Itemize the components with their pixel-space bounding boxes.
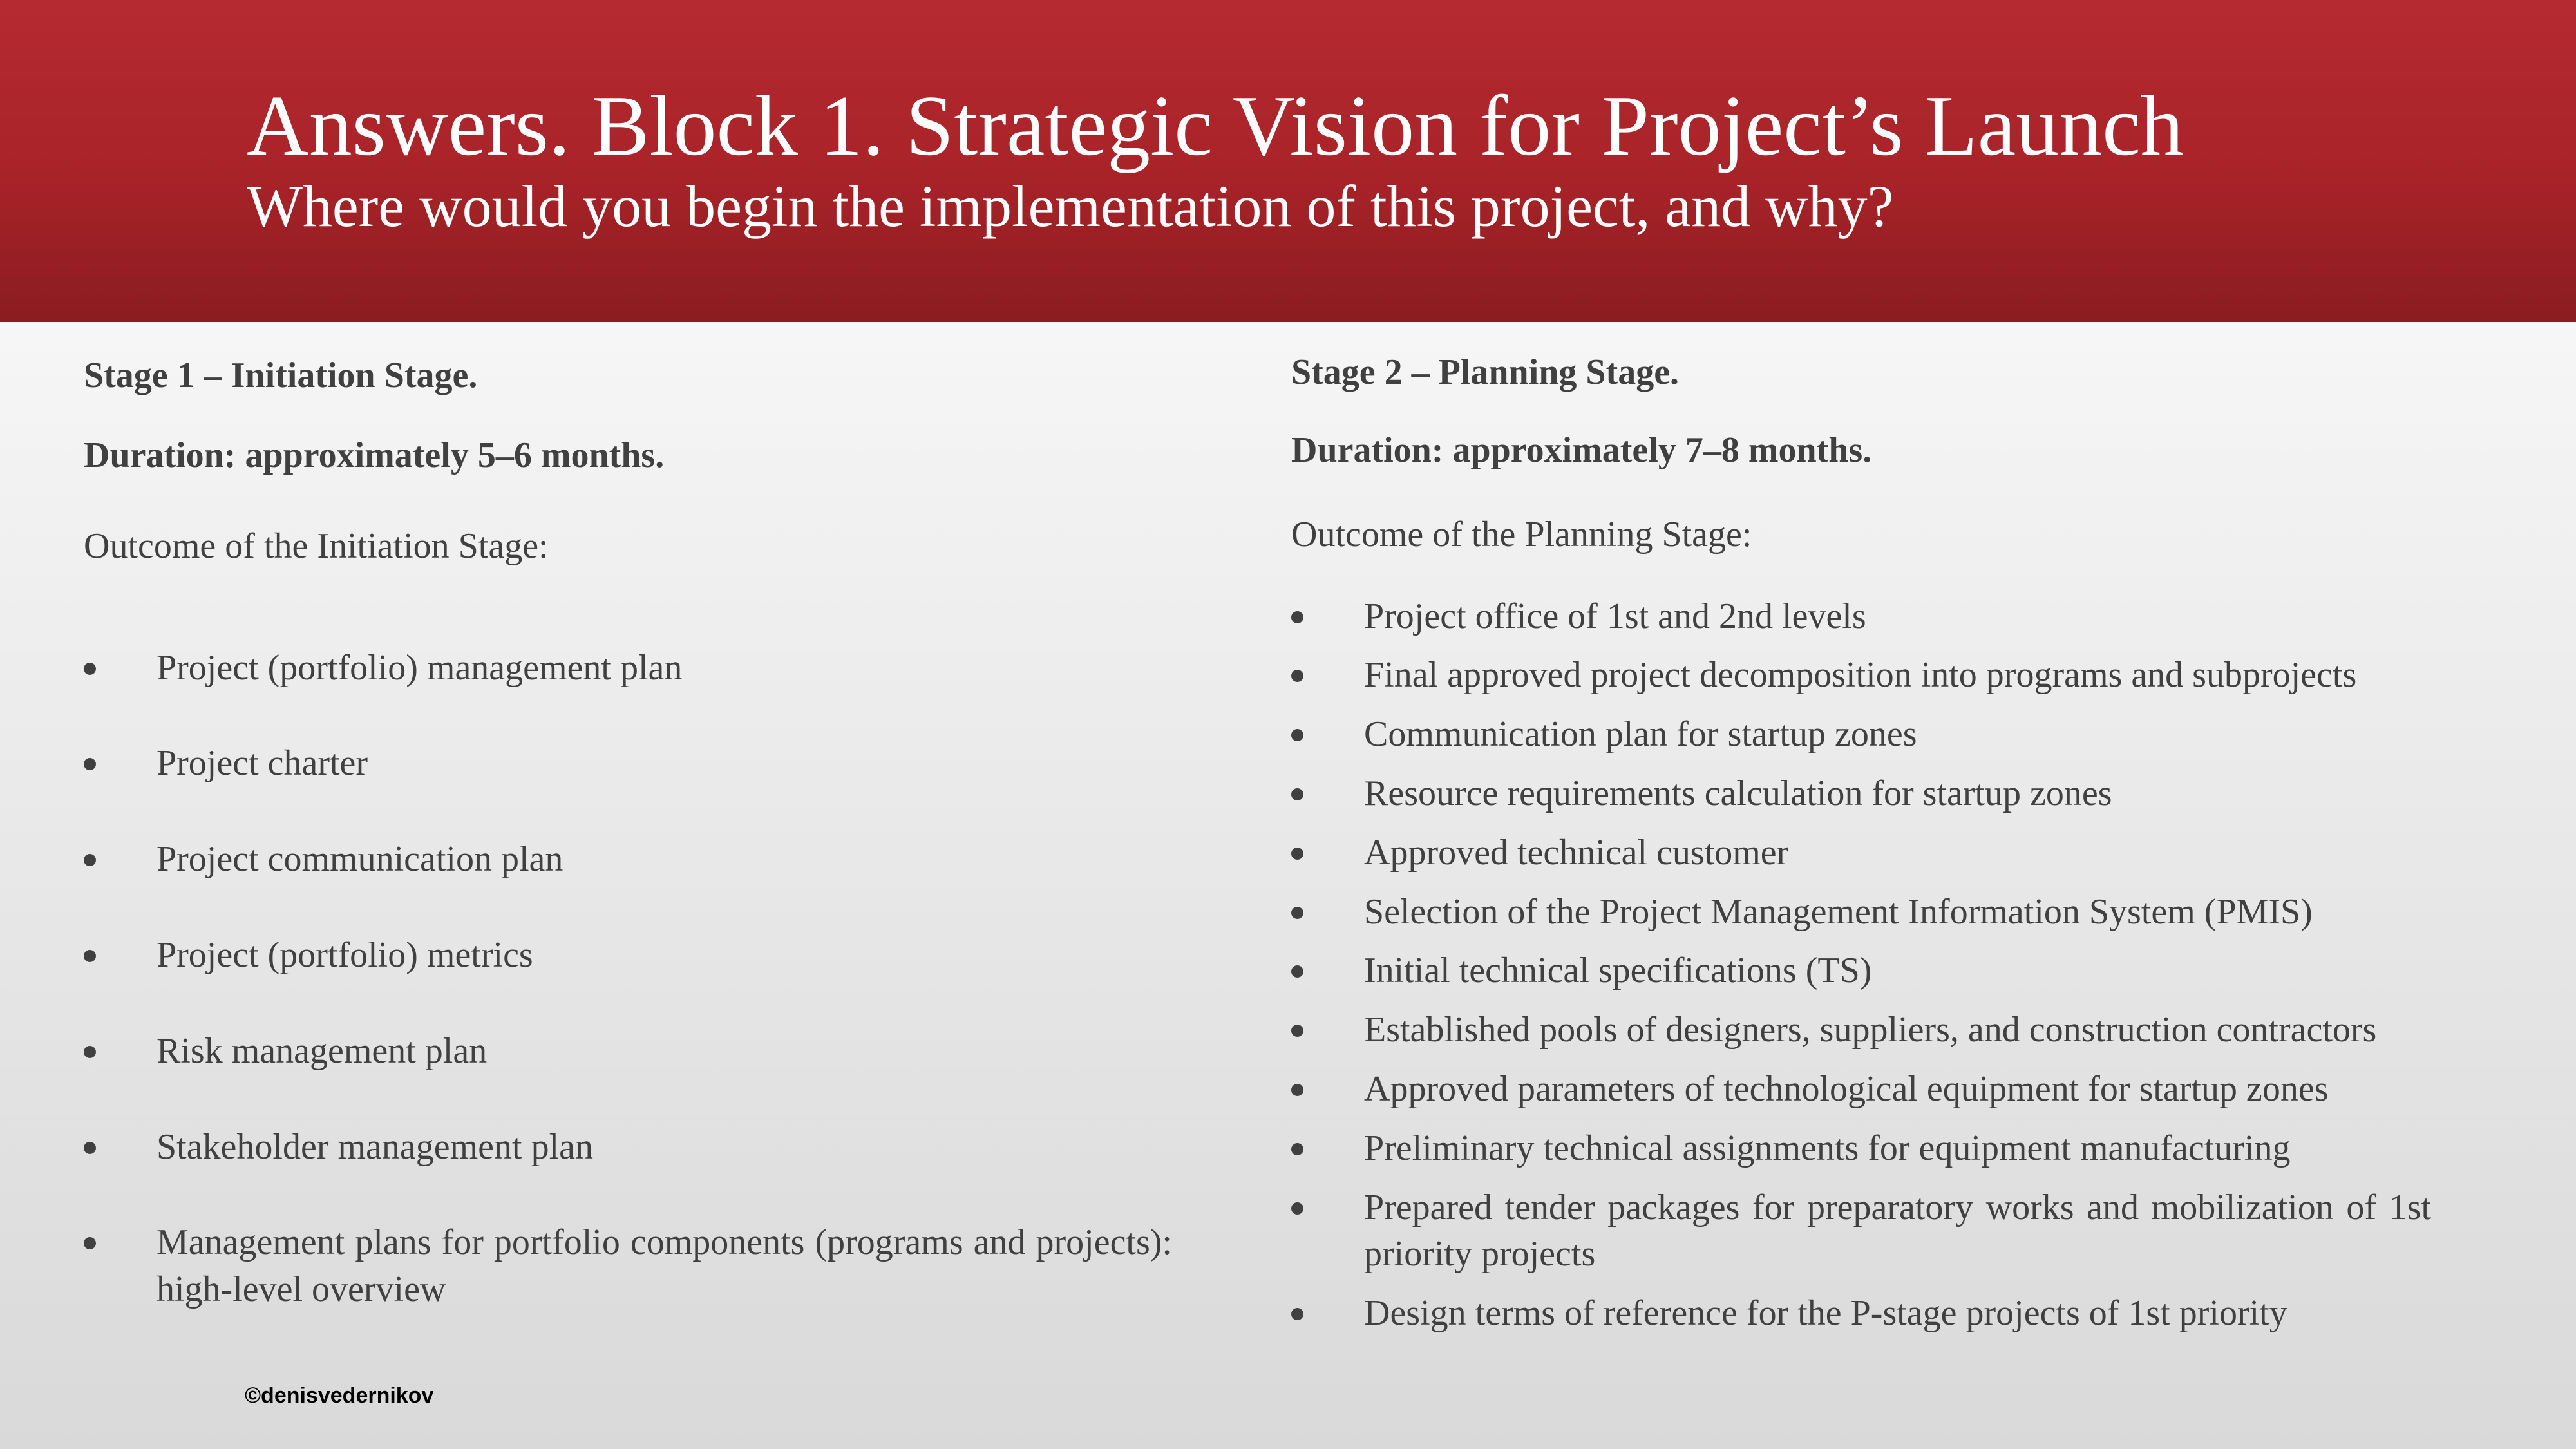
list-item [1291,1125,2431,1172]
list-item [1291,770,2431,817]
list-item [84,1124,1172,1171]
list-item-text: Final approved project decomposition into programs and subprojects [1364,655,2357,696]
copyright-watermark: ©denisvedernikov [245,1383,434,1408]
list-item [84,1028,1172,1075]
list-item-text: Preliminary technical assignments for equipment manufacturing [1364,1128,2291,1168]
list-item [1291,889,2431,936]
stage-1-duration: Duration: approximately 5–6 months. [84,435,665,476]
list-item [1291,947,2431,994]
list-item [84,740,1172,787]
list-item-text: Project (portfolio) metrics [156,934,533,975]
list-item [1291,711,2431,758]
bullet-icon [1291,965,1303,978]
bullet-icon [84,1237,96,1249]
list-item-text: Communication plan for startup zones [1364,714,1917,755]
list-item-text: Established pools of designers, suppliers, and construction contractors [1364,1010,2377,1050]
list-item [84,1219,1172,1313]
bullet-icon [1291,1025,1303,1037]
list-item [84,836,1172,883]
bullet-icon [84,1046,96,1058]
bullet-icon [1291,729,1303,741]
list-item-text: Project charter [156,743,368,784]
list-item [1291,1290,2431,1337]
list-item-text: Management plans for portfolio components (programs and projects): high-level overview [156,1222,1172,1310]
bullet-icon [84,1142,96,1154]
bullet-icon [1291,611,1303,623]
initiation-stage-column [84,354,1172,1313]
list-item-text: Risk management plan [156,1030,488,1071]
planning-outcome-list [1291,593,2431,1337]
list-item [1291,1007,2431,1054]
list-item-text: Project communication plan [156,839,564,880]
bullet-icon [1291,1143,1303,1155]
list-item-text: Project office of 1st and 2nd levels [1364,596,1866,636]
bullet-icon [1291,1308,1303,1320]
list-item-text: Approved parameters of technological equipment for startup zones [1364,1068,2329,1109]
stage-1-outcome-label: Outcome of the Initiation Stage: [84,526,549,567]
stage-2-heading: Stage 2 – Planning Stage. [1291,352,1680,392]
bullet-icon [1291,670,1303,682]
list-item [1291,593,2431,640]
bullet-icon [1291,1202,1303,1215]
stage-2-duration: Duration: approximately 7–8 months. [1291,430,1872,471]
list-item-text: Prepared tender packages for preparatory works and mobilization of 1st priority projects [1364,1187,2431,1274]
bullet-icon [1291,907,1303,919]
list-item [1291,1066,2431,1113]
bullet-icon [84,663,96,675]
bullet-icon [1291,1084,1303,1096]
bullet-icon [84,950,96,962]
list-item [1291,652,2431,699]
slide-subtitle: Where would you begin the implementation of this project, and why? [247,173,1894,239]
stage-1-heading: Stage 1 – Initiation Stage. [84,355,478,395]
planning-stage-column [1291,351,2431,1337]
list-item-text: Approved technical customer [1364,832,1789,873]
initiation-outcome-list [84,645,1172,1313]
list-item-text: Initial technical specifications (TS) [1364,951,1872,991]
slide-title: Answers. Block 1. Strategic Vision for Project’s Launch [247,78,2184,173]
list-item [84,932,1172,979]
bullet-icon [84,758,96,770]
title-banner [0,0,2576,322]
list-item-text: Selection of the Project Management Information System (PMIS) [1364,891,2313,932]
list-item-text: Design terms of reference for the P-stage projects of 1st priority [1364,1293,2287,1334]
bullet-icon [84,854,96,866]
bullet-icon [1291,848,1303,860]
list-item [1291,1184,2431,1278]
list-item [84,645,1172,692]
stage-2-outcome-label: Outcome of the Planning Stage: [1291,515,1752,555]
list-item-text: Resource requirements calculation for startup zones [1364,773,2112,813]
bullet-icon [1291,788,1303,800]
list-item-text: Project (portfolio) management plan [156,647,683,688]
list-item [1291,829,2431,876]
list-item-text: Stakeholder management plan [156,1126,593,1167]
